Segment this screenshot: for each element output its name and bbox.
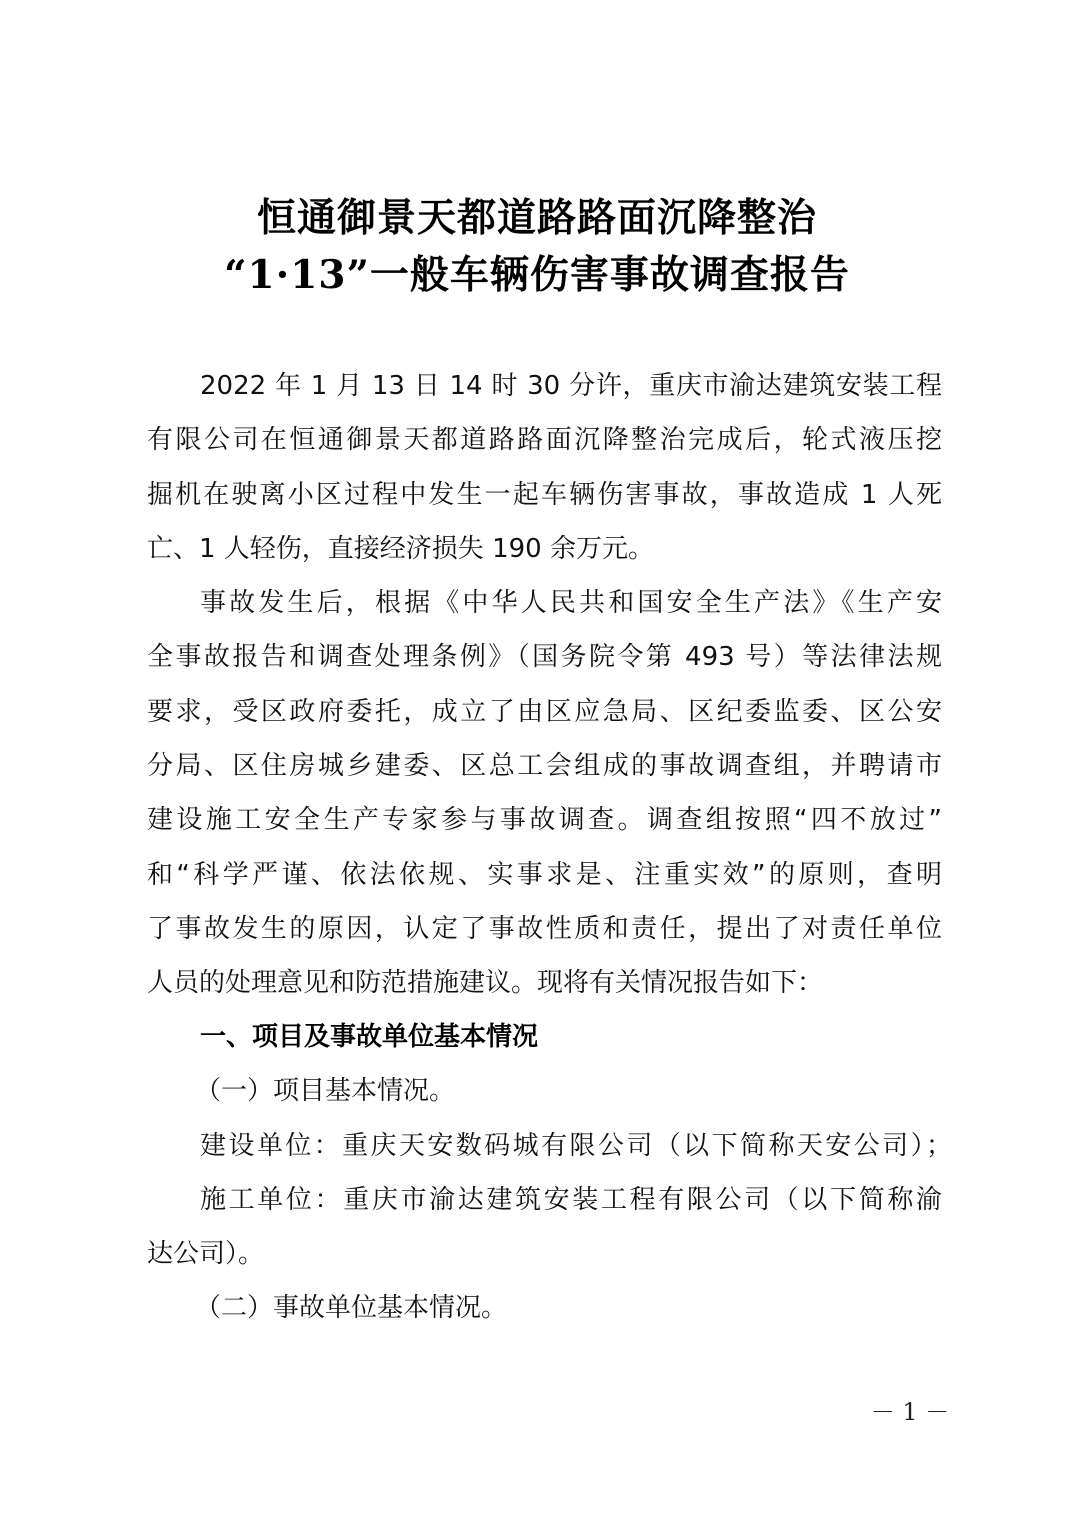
- contractor-line: 达公司）。: [147, 1239, 265, 1269]
- paragraph-2-line: 全事故报告和调查处理条例》（国务院令第 493 号）等法律法规: [147, 642, 942, 672]
- paragraph-1-line: 有限公司在恒通御景天都道路路面沉降整治完成后，轮式液压挖: [147, 425, 942, 455]
- paragraph-2-line: 人员的处理意见和防范措施建议。现将有关情况报告如下：: [147, 968, 824, 998]
- paragraph-1-line: 亡、1 人轻伤，直接经济损失 190 余万元。: [147, 534, 654, 564]
- page-number: － 1 －: [870, 1398, 950, 1426]
- paragraph-2-line: 事故发生后，根据《中华人民共和国安全生产法》《生产安: [200, 588, 942, 618]
- paragraph-2-line: 分局、区住房城乡建委、区总工会组成的事故调查组，并聘请市: [147, 751, 942, 781]
- paragraph-2-line: 建设施工安全生产专家参与事故调查。调查组按照“四不放过”: [147, 805, 942, 835]
- subsection-1-heading: （一）项目基本情况。: [195, 1076, 456, 1106]
- construction-owner-line: 建设单位：重庆天安数码城有限公司（以下简称天安公司）；: [200, 1131, 952, 1161]
- paragraph-1-line: 2022 年 1 月 13 日 14 时 30 分许，重庆市渝达建筑安装工程: [200, 371, 942, 401]
- paragraph-2-line: 了事故发生的原因，认定了事故性质和责任，提出了对责任单位: [147, 914, 942, 944]
- report-title-line-2: “1·13”一般车辆伤害事故调查报告: [224, 252, 850, 298]
- paragraph-1-line: 掘机在驶离小区过程中发生一起车辆伤害事故，事故造成 1 人死: [147, 480, 942, 510]
- section-1-heading: 一、项目及事故单位基本情况: [200, 1022, 539, 1052]
- subsection-2-heading: （二）事故单位基本情况。: [195, 1293, 508, 1323]
- paragraph-2-line: 要求，受区政府委托，成立了由区应急局、区纪委监委、区公安: [147, 697, 942, 727]
- paragraph-2-line: 和“科学严谨、依法依规、实事求是、注重实效”的原则，查明: [147, 860, 942, 890]
- report-title-line-1: 恒通御景天都道路路面沉降整治: [256, 195, 817, 241]
- contractor-line: 施工单位：重庆市渝达建筑安装工程有限公司（以下简称渝: [200, 1185, 942, 1215]
